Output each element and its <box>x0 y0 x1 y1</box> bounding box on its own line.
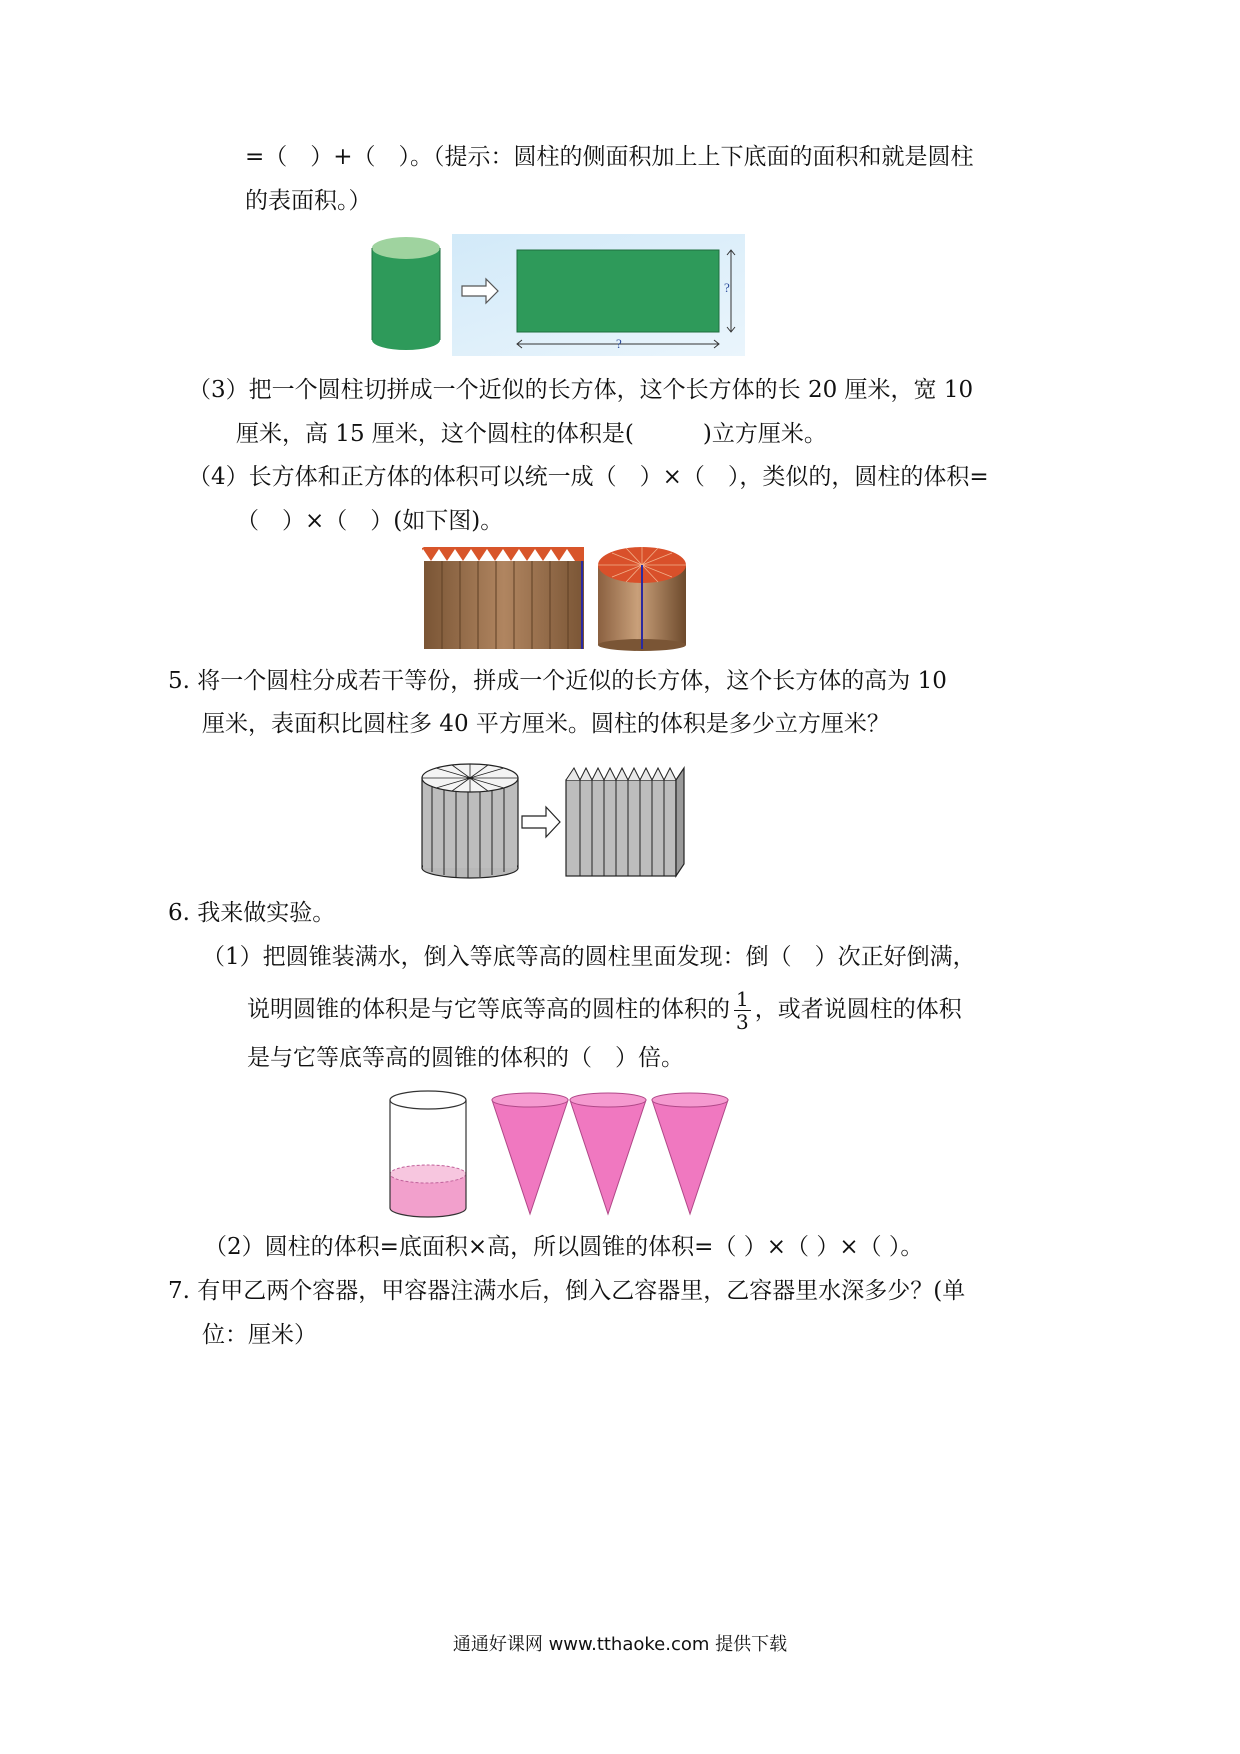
text-line-3: （3）把一个圆柱切拼成一个近似的长方体，这个长方体的长 20 厘米，宽 10 <box>188 377 974 403</box>
height-question-mark: ? <box>724 280 730 295</box>
question-7-line-1: 7. 有甲乙两个容器，甲容器注满水后，倒入乙容器里，乙容器里水深多少？(单 <box>168 1278 966 1304</box>
text-line-4: 厘米，高 15 厘米，这个圆柱的体积是( )立方厘米。 <box>236 421 827 447</box>
fraction-one-third <box>734 988 751 1033</box>
cylinder-and-cones-figure <box>386 1090 731 1220</box>
text-line-6: （ ）×（ ）(如下图)。 <box>236 508 504 534</box>
gray-cuboid <box>566 768 684 876</box>
wood-cylinder <box>598 547 686 651</box>
text-line-5: （4）长方体和正方体的体积可以统一成（ ）×（ ），类似的，圆柱的体积= <box>188 464 989 490</box>
question-7-line-2: 位：厘米） <box>202 1322 317 1348</box>
fraction-denominator: 3 <box>736 1010 749 1034</box>
right-arrow-icon <box>522 807 560 837</box>
text-line-1: =（ ）+（ ）。（提示：圆柱的侧面积加上上下底面的面积和就是圆柱 <box>245 144 974 170</box>
question-5-line-1: 5. 将一个圆柱分成若干等份，拼成一个近似的长方体，这个长方体的高为 10 <box>168 668 947 694</box>
green-rectangle <box>517 250 719 332</box>
glass-cylinder <box>390 1091 466 1217</box>
gray-cylinder <box>422 764 518 878</box>
width-question-mark: ? <box>616 336 622 351</box>
cylinder-unroll-figure <box>370 234 745 356</box>
question-6-1-line-2-start: 说明圆锥的体积是与它等底等高的圆柱的体积的 <box>247 996 730 1023</box>
wood-volume-figure <box>422 545 690 651</box>
cone-1 <box>492 1093 568 1214</box>
page-footer: 通通好课网 www.tthaoke.com 提供下载 <box>452 1634 788 1655</box>
question-5-line-2: 厘米，表面积比圆柱多 40 平方厘米。圆柱的体积是多少立方厘米？ <box>202 711 890 737</box>
question-6-1-line-3: 是与它等底等高的圆锥的体积的（ ）倍。 <box>247 1045 684 1071</box>
text-line-2: 的表面积。） <box>245 188 372 214</box>
wood-cuboid <box>422 547 584 649</box>
cone-2 <box>570 1093 646 1214</box>
question-6-title: 6. 我来做实验。 <box>168 900 336 926</box>
question-6-2: （2）圆柱的体积=底面积×高，所以圆锥的体积=（ ）×（ ）×（ ）。 <box>204 1234 924 1260</box>
fraction-numerator: 1 <box>736 987 749 1011</box>
green-cylinder <box>372 237 440 350</box>
gray-cylinder-to-cuboid-figure <box>420 762 690 880</box>
question-6-1-line-2 <box>247 988 962 1033</box>
cone-3 <box>652 1093 728 1214</box>
question-6-1-line-1: （1）把圆锥装满水，倒入等底等高的圆柱里面发现：倒（ ）次正好倒满， <box>202 944 976 970</box>
question-6-1-line-2-end: ，或者说圆柱的体积 <box>754 996 962 1023</box>
